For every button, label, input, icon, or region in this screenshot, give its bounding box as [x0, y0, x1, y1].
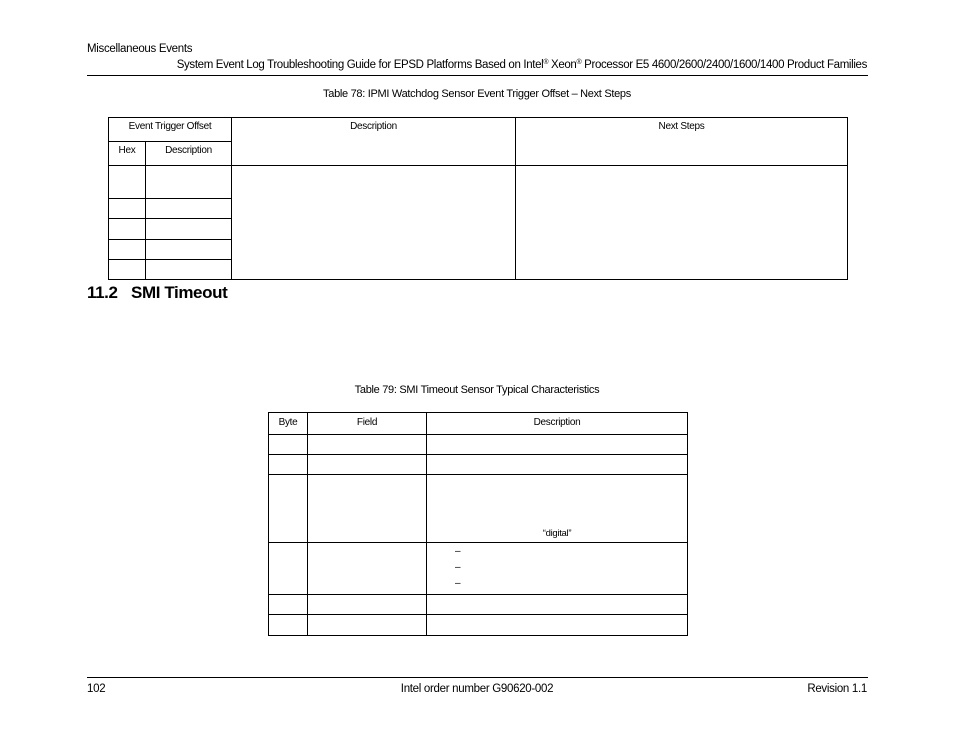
- bullet-dash: –: [455, 546, 461, 557]
- table-cell: [269, 615, 308, 636]
- header-description: Description: [427, 413, 688, 435]
- table-cell: [146, 240, 232, 260]
- section-title: SMI Timeout: [131, 283, 228, 302]
- table-cell: [427, 435, 688, 455]
- table-cell: [269, 595, 308, 615]
- table-cell: [516, 166, 848, 280]
- bullet-dash: –: [455, 562, 461, 573]
- order-number: Intel order number G90620-002: [400, 683, 554, 695]
- table-cell: [109, 219, 146, 240]
- header-event-trigger-offset: Event Trigger Offset: [109, 118, 232, 142]
- table-cell: [308, 475, 427, 543]
- table-cell: [308, 595, 427, 615]
- header-description-sub: Description: [146, 142, 232, 166]
- table-cell: [308, 435, 427, 455]
- registered-mark: ®: [543, 59, 549, 66]
- table-cell: [308, 543, 427, 595]
- table-cell: [109, 240, 146, 260]
- table-cell: [427, 455, 688, 475]
- header-rule: [87, 75, 868, 76]
- running-header-section: Miscellaneous Events: [87, 43, 193, 55]
- section-heading: [87, 283, 227, 303]
- revision: Revision 1.1: [807, 683, 867, 695]
- bullet-dash: –: [455, 578, 461, 589]
- table-cell: [232, 166, 516, 280]
- table-cell: [146, 260, 232, 280]
- running-header-title: System Event Log Troubleshooting Guide for EPSD Platforms Based on Intel® Xeon® Processor E5 4600/2600/2400/1600/1400 Product Families: [176, 59, 867, 71]
- digital-text: “digital”: [542, 528, 572, 539]
- section-number: 11.2: [87, 283, 118, 302]
- table-cell: [308, 455, 427, 475]
- header-description: Description: [232, 118, 516, 166]
- table-cell: [109, 260, 146, 280]
- table-cell: [146, 219, 232, 240]
- table-cell: [109, 166, 146, 199]
- header-field: Field: [308, 413, 427, 435]
- table78: [108, 117, 848, 280]
- table-cell: [427, 475, 688, 543]
- table79-caption: Table 79: SMI Timeout Sensor Typical Characteristics: [354, 384, 600, 396]
- footer-rule: [87, 677, 868, 678]
- header-byte: Byte: [269, 413, 308, 435]
- table-cell: [269, 455, 308, 475]
- table-cell: [427, 615, 688, 636]
- table-cell: [427, 543, 688, 595]
- header-hex: Hex: [109, 142, 146, 166]
- table79: [268, 412, 688, 636]
- table-cell: [427, 595, 688, 615]
- table-cell: [308, 615, 427, 636]
- header-next-steps: Next Steps: [516, 118, 848, 166]
- table-cell: [269, 475, 308, 543]
- table-cell: [146, 166, 232, 199]
- table-cell: [109, 199, 146, 219]
- page-number: 102: [87, 683, 106, 695]
- registered-mark: ®: [576, 59, 582, 66]
- table-cell: [269, 543, 308, 595]
- table-cell: [146, 199, 232, 219]
- table-cell: [269, 435, 308, 455]
- table78-caption: Table 78: IPMI Watchdog Sensor Event Trigger Offset – Next Steps: [323, 88, 631, 100]
